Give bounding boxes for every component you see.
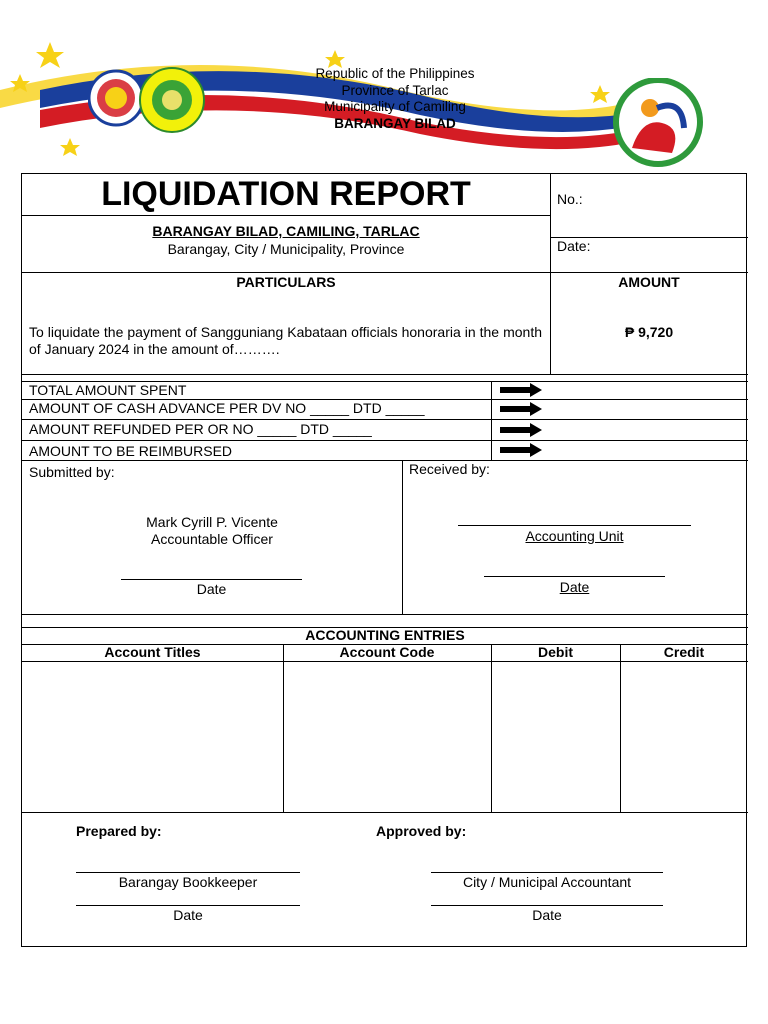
- report-no-label: No.:: [557, 191, 583, 207]
- col-credit: Credit: [663, 644, 705, 660]
- municipality-label: Municipality of Camiling: [324, 99, 466, 114]
- liquidation-form: [21, 173, 747, 947]
- sk-logo-icon: [612, 78, 704, 168]
- col-account-code: Account Code: [339, 644, 435, 660]
- arrow-right-icon: [500, 443, 542, 457]
- particulars-header: PARTICULARS: [236, 274, 336, 290]
- approved-date-label: Date: [532, 907, 562, 923]
- submitted-date-label: Date: [196, 581, 227, 597]
- prepared-by-label: Prepared by:: [76, 823, 162, 839]
- province-label: Province of Tarlac: [341, 82, 449, 98]
- brgy-bilad-logo-icon: [138, 66, 206, 134]
- report-date-label: Date:: [557, 238, 591, 254]
- received-by-label: Received by:: [409, 461, 490, 477]
- col-debit: Debit: [538, 644, 573, 660]
- submitted-name: Mark Cyrill P. Vicente: [146, 514, 278, 530]
- arrow-right-icon: [500, 402, 542, 416]
- barangay-seal-icon: [88, 64, 144, 132]
- accounting-unit-label: Accounting Unit: [525, 528, 624, 544]
- entity-name: BARANGAY BILAD, CAMILING, TARLAC: [152, 223, 420, 239]
- country-label: Republic of the Philippines: [315, 66, 475, 81]
- col-account-titles: Account Titles: [104, 644, 201, 660]
- approved-by-label: Approved by:: [376, 823, 467, 839]
- summary-reimbursed: AMOUNT TO BE REIMBURSED: [29, 443, 233, 459]
- summary-cash-advance: AMOUNT OF CASH ADVANCE PER DV NO _____ DTD _____: [29, 400, 425, 416]
- entity-sub: Barangay, City / Municipality, Province: [167, 241, 405, 257]
- arrow-right-icon: [500, 383, 542, 397]
- received-date-label: Date: [559, 579, 590, 595]
- report-title: LIQUIDATION REPORT: [101, 175, 471, 213]
- summary-refunded: AMOUNT REFUNDED PER OR NO _____ DTD _____: [29, 421, 372, 437]
- prepared-position: Barangay Bookkeeper: [118, 874, 258, 890]
- summary-total-spent: TOTAL AMOUNT SPENT: [29, 382, 187, 398]
- prepared-date-label: Date: [173, 907, 203, 923]
- amount-header: AMOUNT: [618, 274, 680, 290]
- barangay-label: BARANGAY BILAD: [334, 115, 456, 131]
- submitted-position: Accountable Officer: [151, 531, 273, 547]
- amount-value: ₱ 9,720: [624, 324, 674, 340]
- header-text: [285, 66, 505, 132]
- submitted-by-label: Submitted by:: [29, 464, 115, 480]
- approved-position: City / Municipal Accountant: [462, 874, 632, 890]
- arrow-right-icon: [500, 423, 542, 437]
- particulars-description: To liquidate the payment of Sangguniang Kabataan officials honoraria in the month of January 2024 in the amount of……….: [29, 324, 542, 357]
- accounting-entries-title: ACCOUNTING ENTRIES: [305, 627, 465, 643]
